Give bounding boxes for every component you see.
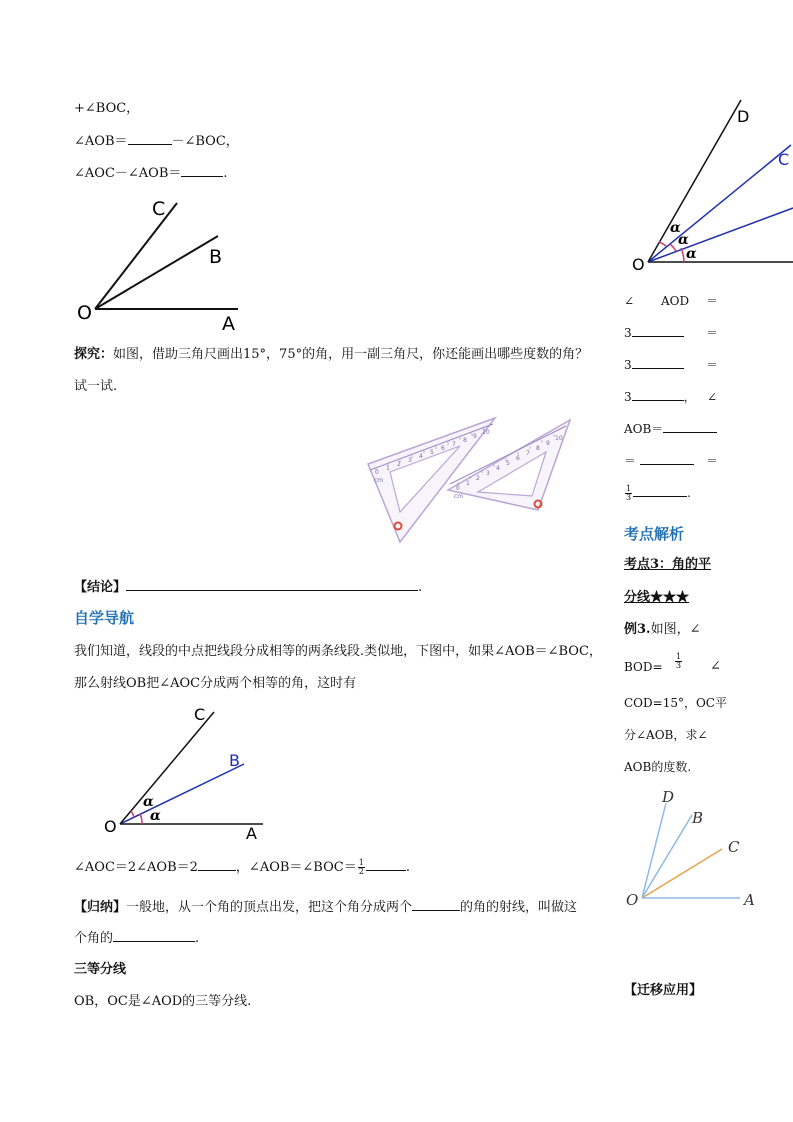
ruler-right-digit: 8 [536, 445, 540, 452]
label-b: B [229, 751, 240, 770]
side-row-5 [624, 420, 717, 438]
conclusion-end: . [418, 580, 423, 595]
ruler-left-digit: 10 [482, 429, 490, 436]
label-o: O [104, 817, 117, 836]
paragraph-line-1: 我们知道，线段的中点把线段分成相等的两条线段.类似地，下图中，如果∠AOB＝∠BOC， [74, 644, 602, 659]
ruler-left-digit: 3 [408, 457, 412, 464]
figure-angle-bisector [100, 700, 280, 845]
label-d: D [737, 107, 750, 126]
example-3-line-3: COD=15°，OC平 [624, 696, 727, 710]
ruler-right-unit: cm [454, 493, 464, 500]
trisector-heading: 三等分线 [74, 962, 127, 977]
figure-example-3 [622, 785, 772, 915]
figure-angle-trisector [628, 98, 793, 278]
summary-line-2 [74, 929, 199, 948]
ray-oc [648, 145, 791, 262]
blank[interactable] [663, 420, 717, 433]
side-row-4 [624, 388, 696, 406]
conclusion-blank[interactable] [126, 578, 418, 591]
line3-start: ∠AOC－∠AOB＝ [74, 166, 182, 181]
blank[interactable] [181, 164, 223, 177]
summary-text: 个角的 [74, 931, 114, 946]
label-a: A [222, 313, 235, 335]
ruler-left-digit: 8 [463, 437, 467, 444]
angle-arc [140, 814, 142, 824]
label-c: C [152, 198, 166, 220]
period: . [687, 486, 691, 500]
label-c: C [728, 838, 740, 856]
aob-eq: AOB＝ [624, 422, 664, 436]
label-c: C [194, 705, 206, 724]
label-c: C [778, 150, 790, 169]
summary-line-1 [74, 898, 577, 917]
summary-text: . [195, 931, 200, 946]
ray-ob [120, 764, 244, 824]
coef-3: 3 [624, 390, 632, 404]
blank[interactable] [198, 858, 236, 871]
ray-od [648, 100, 741, 262]
summary-text: 一般地，从一个角的顶点出发，把这个角分成两个 [126, 900, 413, 915]
ruler-right-digit: 4 [496, 465, 500, 472]
side-row-2 [624, 324, 684, 342]
explore-label: 探究： [74, 347, 114, 362]
label-o: O [626, 891, 639, 909]
blank[interactable] [633, 484, 687, 497]
kaodian-3-line-2: 分线★★★ [624, 590, 690, 605]
side-row-4-angle: ∠ [707, 390, 718, 404]
ruler-right-digit: 7 [526, 450, 530, 457]
blank[interactable] [113, 929, 195, 942]
line2-end: －∠BOC， [171, 134, 239, 149]
blank[interactable] [366, 858, 406, 871]
eq-mid: ，∠AOB＝∠BOC＝ [235, 860, 357, 875]
ruler-right-digit: 6 [516, 455, 520, 462]
label-b: B [692, 809, 704, 827]
transfer-heading: 【迁移应用】 [624, 983, 703, 998]
side-row-2-eq: ＝ [706, 326, 719, 340]
label-alpha: α [150, 808, 161, 824]
side-row-1-eq: ＝ [706, 294, 719, 308]
side-row-3 [624, 356, 684, 374]
example-3-line-5: AOB的度数. [624, 760, 692, 774]
line3-end: . [223, 166, 228, 181]
angle-arc [131, 811, 134, 817]
ruler-left-digit: 1 [386, 465, 390, 472]
label-o: O [77, 302, 92, 324]
label-alpha: α [678, 232, 689, 248]
explore-line-2: 试一试. [74, 379, 118, 394]
angle-symbol: ∠ [624, 294, 635, 308]
side-row-6 [624, 452, 694, 470]
ruler-left-unit: cm [374, 477, 384, 484]
text-line-3 [74, 164, 228, 183]
summary-text: 的角的射线，叫做这 [460, 900, 578, 915]
summary-label: 【归纳】 [74, 900, 127, 915]
ruler-right-digit: 1 [466, 480, 470, 487]
ruler-left-digit: 5 [430, 449, 434, 456]
ray-od [642, 803, 666, 898]
label-o: O [632, 255, 645, 274]
ruler-right-digit: 0 [456, 485, 460, 492]
side-row-7 [624, 484, 691, 502]
ruler-left-digit: 6 [441, 445, 445, 452]
ruler-left-digit: 4 [419, 453, 423, 460]
equation-line [74, 858, 410, 877]
ray-oc [642, 849, 722, 898]
blank[interactable] [632, 356, 684, 369]
selfstudy-heading: 自学导航 [74, 609, 135, 627]
ray-oc [120, 712, 214, 824]
blank[interactable] [632, 324, 684, 337]
example-3-fraction [674, 652, 683, 670]
label-a: A [744, 891, 755, 909]
label-alpha: α [143, 794, 154, 810]
example-3-line-4: 分∠AOB，求∠ [624, 728, 708, 742]
ruler-left-digit: 0 [375, 469, 379, 476]
side-row-6-eq: ＝ [706, 454, 719, 468]
label-a: A [246, 824, 257, 843]
trisector-text: OB，OC是∠AOD的三等分线. [74, 994, 252, 1009]
ruler-right-digit: 9 [546, 440, 550, 447]
angle-arc [670, 244, 676, 251]
ruler-right-digit: 2 [476, 475, 480, 482]
coef-3: 3 [624, 358, 632, 372]
label-d: D [662, 788, 675, 806]
blank[interactable] [632, 388, 684, 401]
eq-start: ∠AOC＝2∠AOB＝2 [74, 860, 198, 875]
ruler-right-digit: 3 [486, 470, 490, 477]
conclusion-line [74, 578, 422, 597]
example-text: 如图，∠ [650, 622, 701, 637]
set-squares-illustration [360, 412, 585, 547]
kaodian-3-line-1: 考点3：角的平 [624, 557, 712, 572]
ruler-left-digit: 2 [397, 461, 401, 468]
kaodian-heading: 考点解析 [624, 525, 685, 543]
ruler-left-digit: 9 [473, 433, 477, 440]
fraction-one-half: $\frac{1}{2}$ [358, 858, 364, 876]
label-b: B [209, 246, 223, 268]
ruler-right-digit: 5 [506, 460, 510, 467]
example-3-line-1 [624, 621, 700, 639]
eq-end: . [405, 860, 410, 875]
comma: ， [683, 390, 696, 404]
blank[interactable] [640, 452, 694, 465]
example-text: BOD= [624, 660, 663, 674]
blank[interactable] [128, 132, 172, 145]
text-line-2 [74, 132, 239, 151]
ray-ob [642, 815, 692, 898]
example-3-angle: ∠ [710, 659, 721, 674]
explore-text: 如图，借助三角尺画出15°，75°的角，用一副三角尺，你还能画出哪些度数的角？ [113, 347, 589, 362]
explore-line [74, 346, 588, 364]
angle-arc [659, 242, 666, 246]
conclusion-label: 【结论】 [74, 580, 127, 595]
figure-angle-aob-boc [70, 195, 270, 340]
fraction-one-third: $\frac{1}{3}$ [676, 652, 682, 670]
example-label: 例3. [624, 622, 651, 637]
ruler-left-digit: 7 [452, 441, 456, 448]
ruler-right-digit: 10 [555, 435, 563, 442]
side-row-1 [624, 292, 634, 310]
line2-start: ∠AOB＝ [74, 134, 128, 149]
side-row-3-eq: ＝ [706, 358, 719, 372]
text-line-1: +∠BOC， [74, 101, 140, 116]
label-alpha: α [670, 220, 681, 236]
paragraph-line-2: 那么射线OB把∠AOC分成两个相等的角，这时有 [74, 676, 357, 691]
side-row-1-aod: AOD [661, 294, 690, 308]
blank[interactable] [412, 898, 460, 911]
eq: ＝ [624, 454, 637, 468]
example-3-line-2 [624, 658, 663, 676]
ray-ob [95, 236, 218, 309]
label-alpha: α [686, 246, 697, 262]
coef-3: 3 [624, 326, 632, 340]
angle-arc [681, 248, 684, 262]
fraction-one-third: $\frac{1}{3}$ [626, 484, 632, 502]
